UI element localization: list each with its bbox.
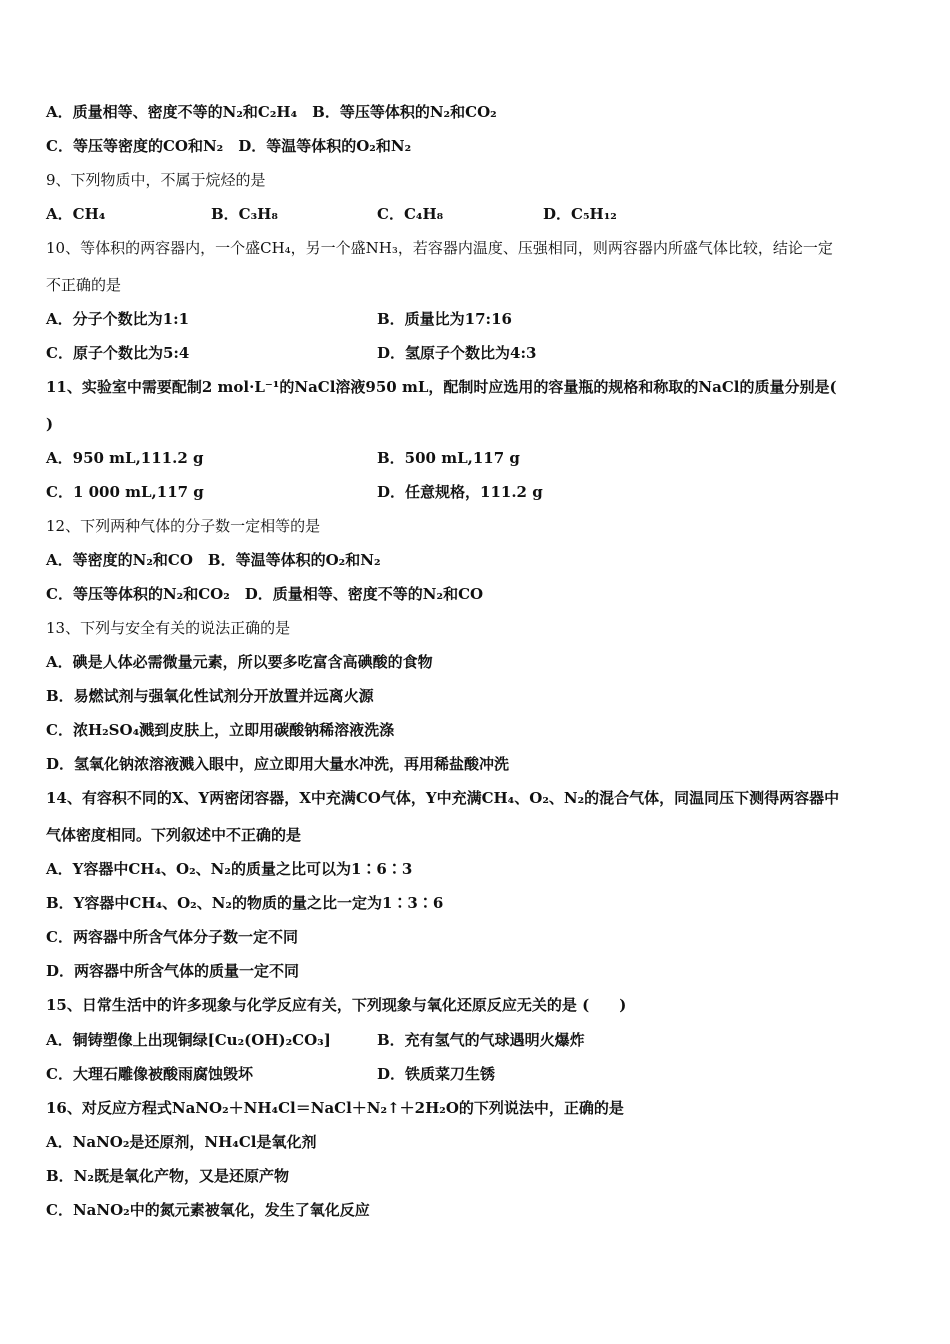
q15-stem: 15、日常生活中的许多现象与化学反应有关，下列现象与氧化还原反应无关的是 ( ) — [46, 996, 627, 1014]
q9-option-d: D．C₅H₁₂ — [543, 205, 617, 223]
q9-stem: 9、下列物质中，不属于烷烃的是 — [46, 171, 266, 189]
q11-option-b: B．500 mL,117 g — [377, 449, 520, 467]
q14-option-b: B．Y容器中CH₄、O₂、N₂的物质的量之比一定为1∶3∶6 — [46, 894, 444, 912]
q15-option-b: B．充有氢气的气球遇明火爆炸 — [377, 1031, 585, 1049]
q11-stem-line2: ) — [46, 415, 54, 433]
q16-option-b: B．N₂既是氧化产物，又是还原产物 — [46, 1167, 289, 1185]
q14-stem-line2: 气体密度相同。下列叙述中不正确的是 — [46, 826, 302, 844]
q12-stem: 12、下列两种气体的分子数一定相等的是 — [46, 517, 321, 535]
q8-options-cd: C．等压等密度的CO和N₂ D．等温等体积的O₂和N₂ — [46, 137, 412, 155]
q11-options-row2 — [46, 482, 926, 502]
q11-stem-line1: 11、实验室中需要配制2 mol·L⁻¹的NaCl溶液950 mL，配制时应选用的容量瓶的规格和称取的NaCl的质量分别是( — [46, 378, 837, 396]
q15-options-row1 — [46, 1030, 926, 1050]
q10-option-c: C．原子个数比为5:4 — [46, 344, 190, 362]
q11-option-a: A．950 mL,111.2 g — [46, 449, 204, 467]
q11-option-d: D．任意规格，111.2 g — [377, 483, 543, 501]
q10-stem-line2: 不正确的是 — [46, 276, 122, 294]
q10-stem-line1: 10、等体积的两容器内，一个盛CH₄，另一个盛NH₃，若容器内温度、压强相同，则两容器内所盛气体比较，结论一定 — [46, 239, 833, 257]
q14-option-c: C．两容器中所含气体分子数一定不同 — [46, 928, 298, 946]
q10-option-b: B．质量比为17:16 — [377, 310, 512, 328]
q10-option-a: A．分子个数比为1:1 — [46, 310, 190, 328]
q15-options-row2 — [46, 1064, 926, 1084]
q9-option-a: A．CH₄ — [46, 205, 106, 223]
q13-option-a: A．碘是人体必需微量元素，所以要多吃富含高碘酸的食物 — [46, 653, 433, 671]
q11-option-c: C．1 000 mL,117 g — [46, 483, 204, 501]
q13-option-b: B．易燃试剂与强氧化性试剂分开放置并远离火源 — [46, 687, 374, 705]
q16-option-c: C．NaNO₂中的氮元素被氧化，发生了氧化反应 — [46, 1201, 370, 1219]
q16-option-a: A．NaNO₂是还原剂，NH₄Cl是氧化剂 — [46, 1133, 317, 1151]
q15-option-d: D．铁质菜刀生锈 — [377, 1065, 496, 1083]
q14-stem-line1: 14、有容积不同的X、Y两密闭容器，X中充满CO气体，Y中充满CH₄、O₂、N₂的混合气体，同温同压下测得两容器中 — [46, 789, 840, 807]
q14-option-d: D．两容器中所含气体的质量一定不同 — [46, 962, 300, 980]
q14-option-a: A．Y容器中CH₄、O₂、N₂的质量之比可以为1∶6∶3 — [46, 860, 413, 878]
q15-option-a: A．铜铸塑像上出现铜绿[Cu₂(OH)₂CO₃] — [46, 1031, 331, 1049]
q8-options-ab: A．质量相等、密度不等的N₂和C₂H₄ B．等压等体积的N₂和CO₂ — [46, 103, 497, 121]
q13-option-d: D．氢氧化钠浓溶液溅入眼中，应立即用大量水冲洗，再用稀盐酸冲洗 — [46, 755, 510, 773]
q10-option-d: D．氢原子个数比为4:3 — [377, 344, 537, 362]
q9-option-c: C．C₄H₈ — [377, 205, 444, 223]
q10-options-row1 — [46, 309, 926, 329]
q9-options — [46, 204, 926, 224]
q9-option-b: B．C₃H₈ — [211, 205, 278, 223]
q13-option-c: C．浓H₂SO₄溅到皮肤上，立即用碳酸钠稀溶液洗涤 — [46, 721, 395, 739]
q12-options-cd: C．等压等体积的N₂和CO₂ D．质量相等、密度不等的N₂和CO — [46, 585, 484, 603]
q16-stem: 16、对反应方程式NaNO₂＋NH₄Cl＝NaCl＋N₂↑＋2H₂O的下列说法中，正确的是 — [46, 1099, 624, 1117]
q10-options-row2 — [46, 343, 926, 363]
q12-options-ab: A．等密度的N₂和CO B．等温等体积的O₂和N₂ — [46, 551, 381, 569]
q15-option-c: C．大理石雕像被酸雨腐蚀毁坏 — [46, 1065, 253, 1083]
q11-options-row1 — [46, 448, 926, 468]
q13-stem: 13、下列与安全有关的说法正确的是 — [46, 619, 291, 637]
